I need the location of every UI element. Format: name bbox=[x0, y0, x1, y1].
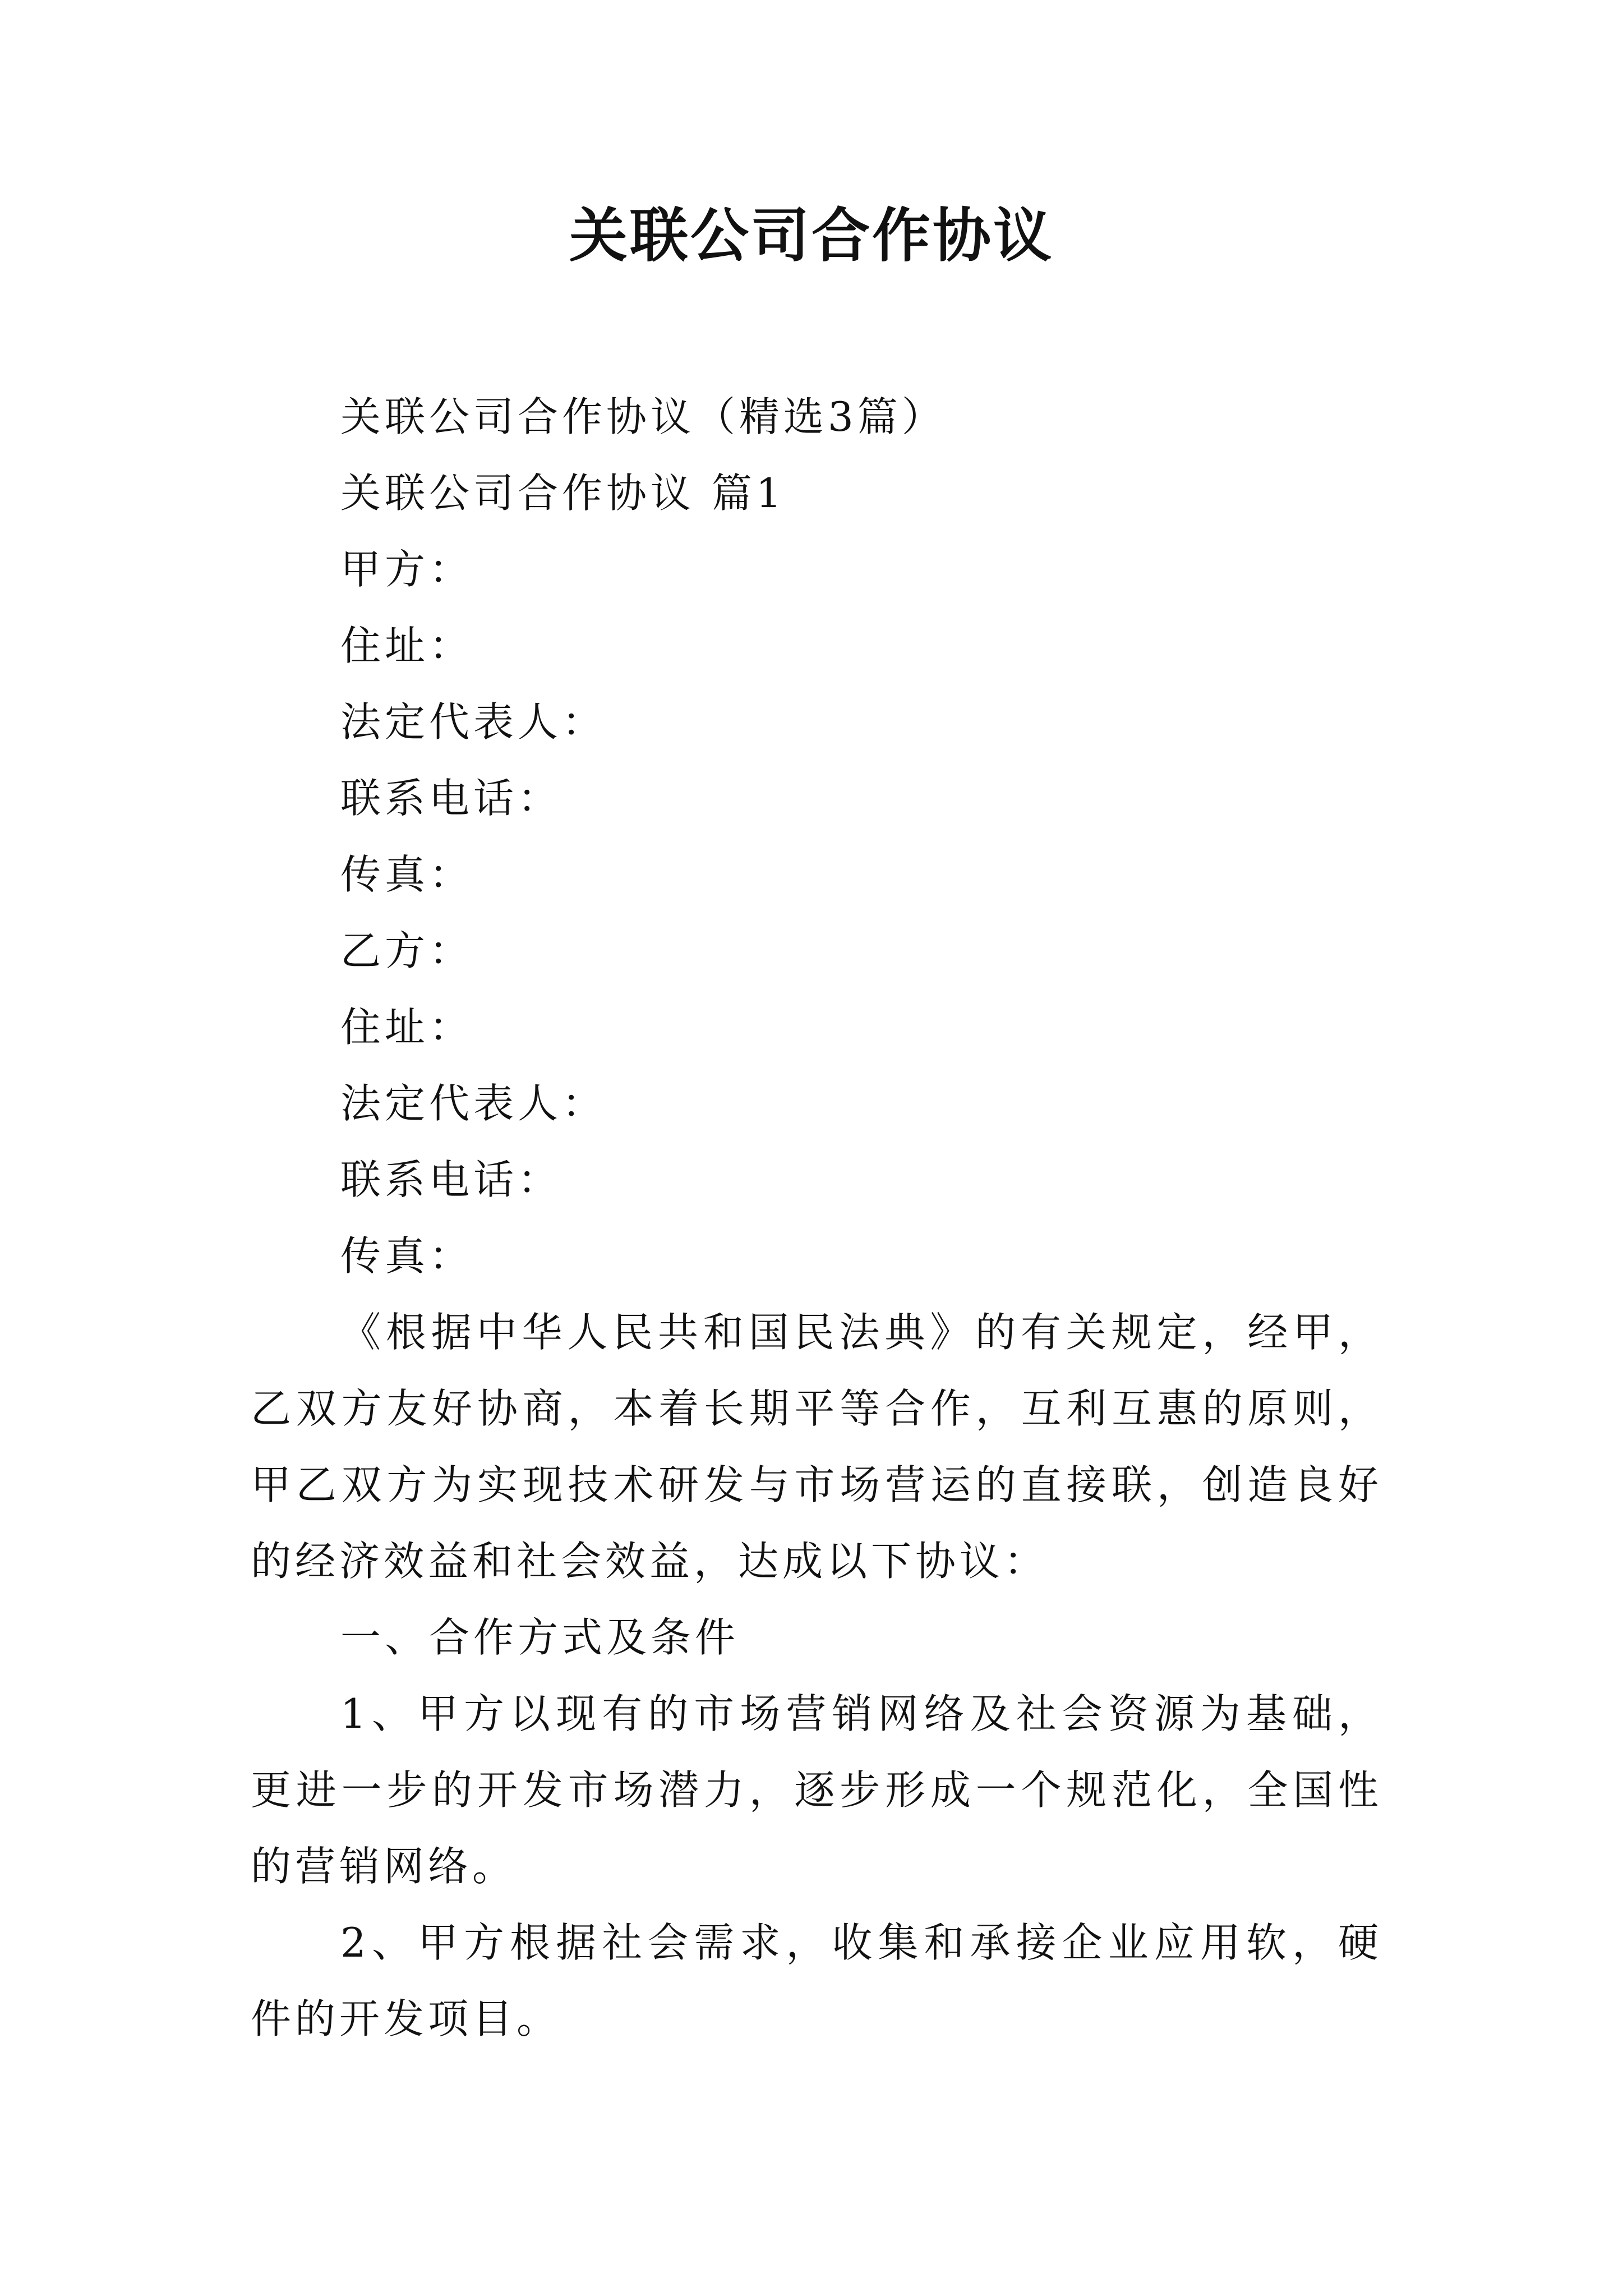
party-a-fax: 传真： bbox=[340, 851, 474, 898]
section-heading: 关联公司合作协议 篇1 bbox=[340, 470, 786, 517]
clause-1-paragraph: 1、甲方以现有的市场营销网络及社会资源为基础，更进一步的开发市场潜力，逐步形成一个规范化，全国性的营销网络。 bbox=[251, 1690, 1382, 1890]
document-subtitle: 关联公司合作协议（精选3篇） bbox=[340, 393, 946, 440]
party-b-phone: 联系电话： bbox=[340, 1156, 562, 1203]
document-body bbox=[251, 379, 1382, 2057]
party-b-label: 乙方： bbox=[340, 927, 474, 974]
clause-heading: 一、合作方式及条件 bbox=[340, 1614, 740, 1661]
party-a-address: 住址： bbox=[340, 622, 474, 669]
party-a-representative: 法定代表人： bbox=[340, 698, 607, 746]
party-b-representative: 法定代表人： bbox=[340, 1080, 607, 1127]
party-a-label: 甲方： bbox=[340, 546, 474, 593]
party-b-fax: 传真： bbox=[340, 1232, 474, 1280]
clause-2-paragraph: 2、甲方根据社会需求，收集和承接企业应用软，硬件的开发项目。 bbox=[251, 1919, 1382, 2042]
document-title: 关联公司合作协议 bbox=[569, 201, 1054, 270]
party-b-address: 住址： bbox=[340, 1004, 474, 1051]
party-a-phone: 联系电话： bbox=[340, 775, 562, 822]
intro-paragraph: 《根据中华人民共和国民法典》的有关规定，经甲，乙双方友好协商，本着长期平等合作，互利互惠的原则，甲乙双方为实现技术研发与市场营运的直接联，创造良好的经济效益和社会效益，达成以下协议： bbox=[251, 1309, 1382, 1585]
